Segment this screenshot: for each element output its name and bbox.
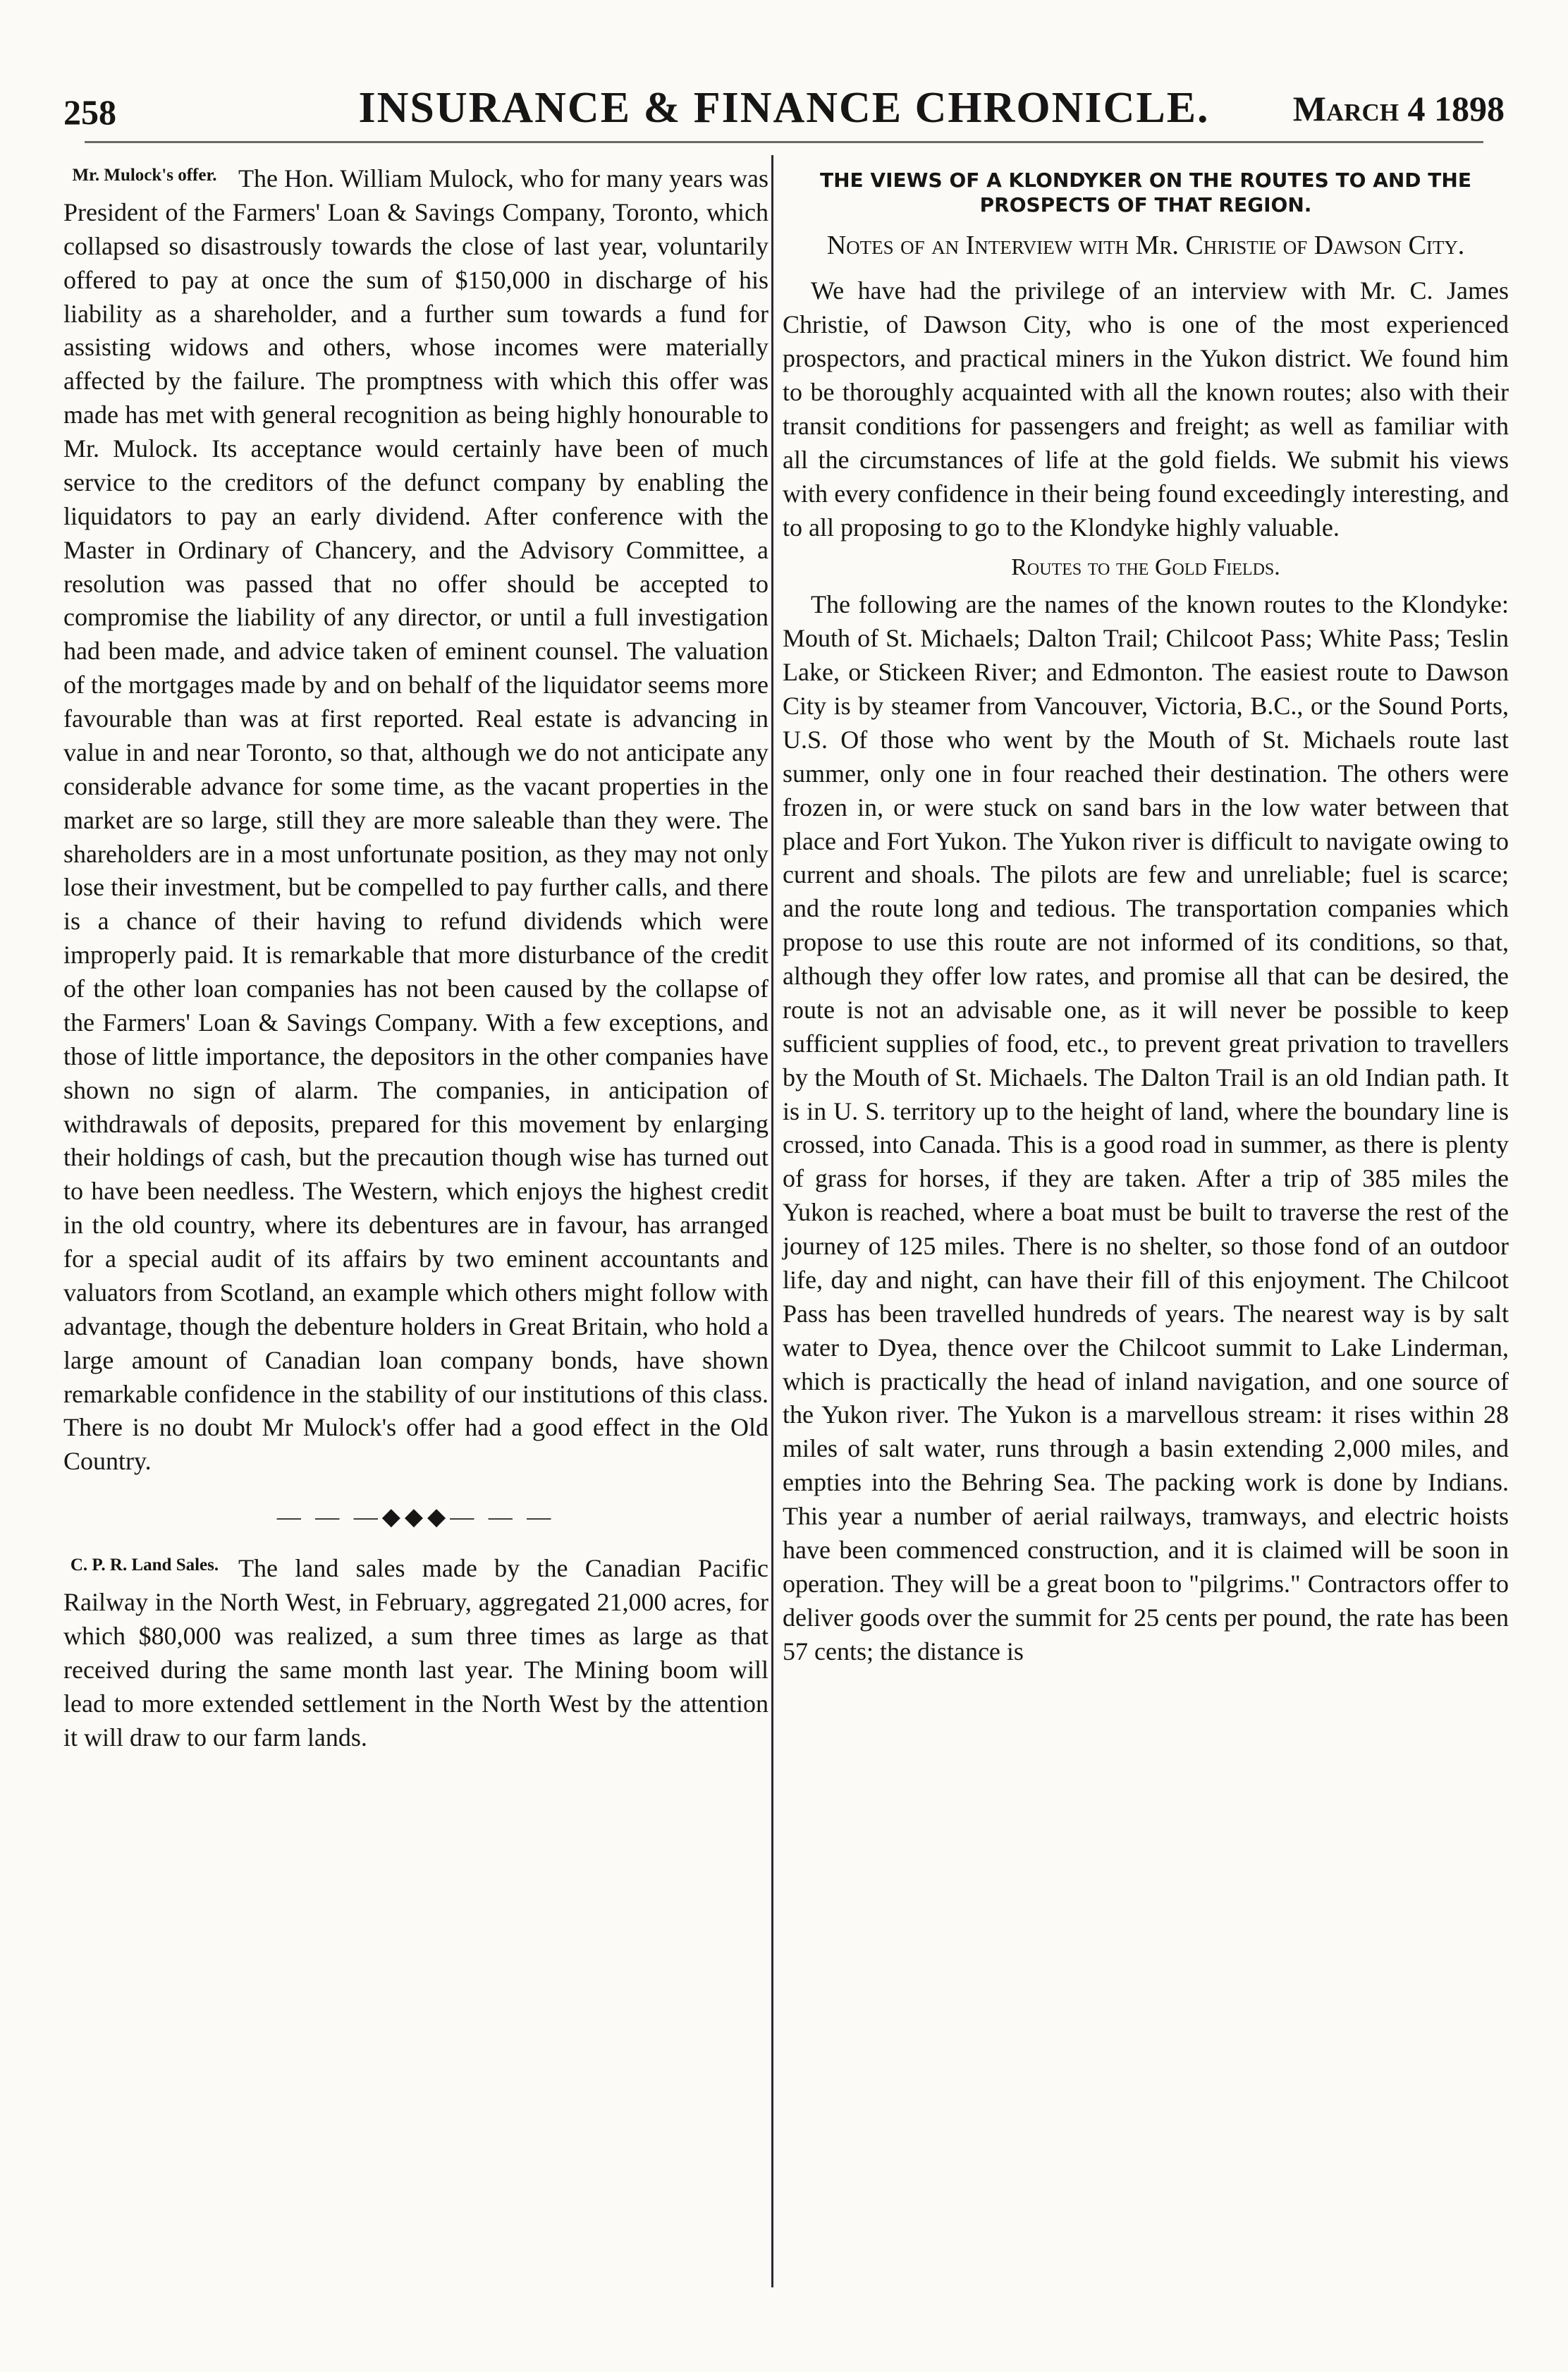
header-rule	[85, 141, 1483, 143]
page-header	[0, 0, 1568, 141]
article-mulock-text: The Hon. William Mulock, who for many years was President of the Farmers' Loan & Savings Company, Toronto, which collapsed so disastrously towards the close of last year, voluntarily offered to pay at once the sum of $150,000 in discharge of his liability as a shareholder, and a further sum towards a fund for assisting widows and others, whose incomes were materially affected by the failure. The promptness with which this offer was made has met with general recognition as being highly honourable to Mr. Mulock. Its acceptance would certainly have been of much service to the creditors of the defunct company by enabling the liquidators to pay an early dividend. After conference with the Master in Ordinary of Chancery, and the Advisory Committee, a resolution was passed that no offer should be accepted to compromise the liability of any director, or until a full investigation had been made, and advice taken of eminent counsel. The valuation of the mortgages made by and on behalf of the liquidator seems more favourable than was at first reported. Real estate is advancing in value in and near Toronto, so that, although we do not anticipate any considerable advance for some time, as the vacant properties in the market are so large, still they are more saleable than they were. The shareholders are in a most unfortunate position, as they may not only lose their investment, but be compelled to pay further calls, and there is a chance of their having to refund dividends which were improperly paid. It is remarkable that more disturbance of the credit of the other loan companies has not been caused by the collapse of the Farmers' Loan & Savings Company. With a few exceptions, and those of little importance, the depositors in the other companies have shown no sign of alarm. The companies, in anticipation of withdrawals of deposits, prepared for this movement by enlarging their holdings of cash, but the precaution though wise has turned out to have been needless. The Western, which enjoys the highest credit in the old country, where its debentures are in favour, has arranged for a special audit of its affairs by two eminent accountants and valuators from Scotland, an example which others might follow with advantage, though the debenture holders in Great Britain, who hold a large amount of Canadian loan company bonds, have shown remarkable confidence in the stability of our institutions of this class. There is no doubt Mr Mulock's offer had a good effect in the Old Country.	[63, 164, 768, 1476]
article-body: The following are the names of the known routes to the Klondyke: Mouth of St. Michaels; Dalton Trail; Chilcoot Pass; White Pass; Teslin Lake, or Stickeen River; and Edmonton. The easiest route to Dawson City is by steamer from Vancouver, Victoria, B.C., or the Sound Ports, U.S. Of those who went by the Mouth of St. Michaels route last summer, only one in four reached their destination. The others were frozen in, or were stuck on sand bars in the low water between that place and Fort Yukon. The Yukon river is difficult to navigate owing to current and shoals. The pilots are few and unreliable; fuel is scarce; and the route long and tedious. The transportation companies which propose to use this route are not informed of its conditions, so that, although they offer low rates, and promise all that can be desired, the route is not an advisable one, as it will never be possible to keep sufficient supplies of food, etc., to prevent great privation to travellers by the Mouth of St. Michaels. The Dalton Trail is an old Indian path. It is in U. S. territory up to the height of land, where the boundary line is crossed, into Canada. This is a good road in summer, as there is plenty of grass for horses, if they are taken. After a trip of 385 miles the Yukon is reached, where a boat must be built to traverse the rest of the journey of 125 miles. There is no shelter, so those fond of an outdoor life, day and night, can have their fill of this enjoyment. The Chilcoot Pass has been travelled hundreds of years. The nearest way is by salt water to Dyea, thence over the Chilcoot summit to Lake Linderman, which is practically the head of inland navigation, and one source of the Yukon river. The Yukon is a marvellous stream: it rises within 28 miles of salt water, runs through a basin extending 2,000 miles, and empties into the Behring Sea. The packing work is done by Indians. This year a number of aerial railways, tramways, and electric hoists have been commenced construction, and it is claimed will be soon in operation. They will be a great boon to "pilgrims." Contractors offer to deliver goods over the summit for 25 cents per pound, the rate has been 57 cents; the distance is	[783, 590, 1509, 1665]
article-intro: We have had the privilege of an interview with Mr. C. James Christie, of Dawson City, who is one of the most experienced prospectors, and practical miners in the Yukon district. We found him to be thoroughly acquainted with all the known routes; also with their transit conditions for passengers and freight; as well as familiar with all the circumstances of life at the gold fields. We submit his views with every confidence in their being found exceedingly interesting, and to all proposing to go to the Klondyke highly valuable.	[783, 276, 1509, 542]
article-cpr-text: The land sales made by the Canadian Pacific Railway in the North West, in February, aggregated 21,000 acres, for which $80,000 was realized, a sum three times as large as that received during the same month last year. The Mining boom will lead to more extended settlement in the North West by the attention it will draw to our farm lands.	[63, 1554, 768, 1752]
section-heading: Routes to the Gold Fields.	[1011, 554, 1280, 581]
column-divider	[771, 155, 773, 2287]
article-headline: THE VIEWS OF A KLONDYKER ON THE ROUTES TO AND THE PROSPECTS OF THAT REGION.	[820, 169, 1471, 216]
left-column	[63, 162, 768, 2287]
issue-date: March 4 1898	[1292, 89, 1505, 128]
journal-title: INSURANCE & FINANCE CHRONICLE.	[358, 84, 1210, 132]
section-ornament: — — —◆◆◆— — —	[276, 1504, 556, 1531]
article-subheading: Notes of an Interview with Mr. Christie of Dawson City.	[826, 231, 1465, 260]
side-note-cpr: C. P. R. Land Sales.	[70, 1555, 219, 1575]
right-column	[783, 162, 1509, 2287]
page-number: 258	[63, 92, 116, 132]
side-note-mulock: Mr. Mulock's offer.	[72, 166, 217, 185]
